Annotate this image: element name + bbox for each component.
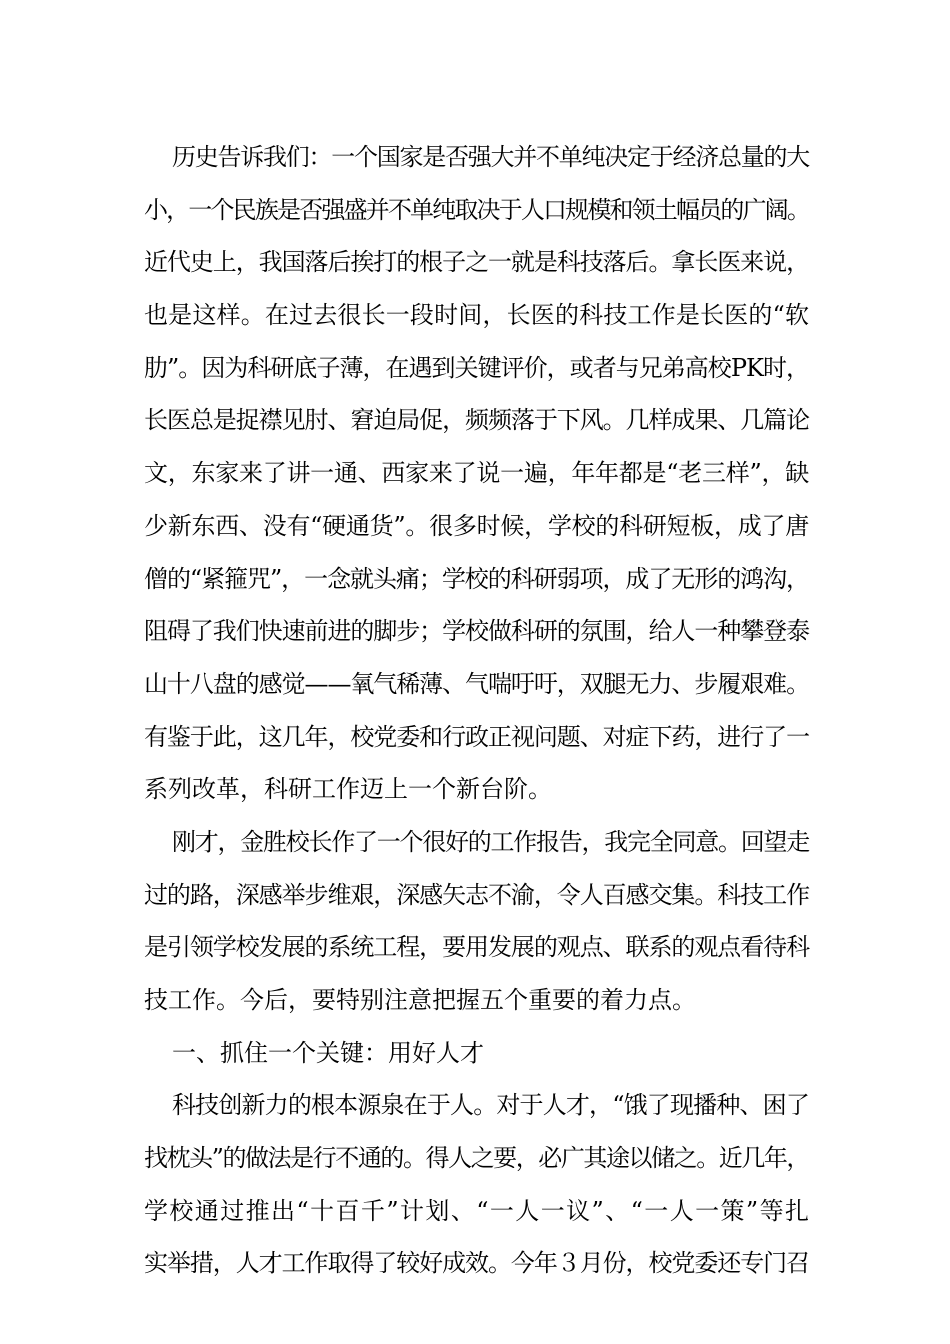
- text-line: 系列改革，科研工作迈上一个新台阶。: [144, 775, 552, 804]
- text-line: 实举措，人才工作取得了较好成效。今年３月份，校党委还专门召: [144, 1249, 809, 1278]
- text-line: 科技创新力的根本源泉在于人。对于人才，“饿了现播种、困了: [172, 1091, 809, 1120]
- text-line: 找枕头”的做法是行不通的。得人之要，必广其途以储之。近几年，: [144, 1144, 809, 1173]
- text-line: 阻碍了我们快速前进的脚步；学校做科研的氛围，给人一种攀登泰: [144, 617, 809, 646]
- text-line: 历史告诉我们：一个国家是否强大并不单纯决定于经济总量的大: [172, 143, 809, 171]
- text-line: 近代史上，我国落后挨打的根子之一就是科技落后。拿长医来说，: [144, 248, 809, 277]
- text-line: 僧的“紧箍咒”，一念就头痛；学校的科研弱项，成了无形的鸿沟，: [144, 564, 809, 593]
- text-line: 技工作。今后，要特别注意把握五个重要的着力点。: [144, 986, 696, 1014]
- text-line: 也是这样。在过去很长一段时间，长医的科技工作是长医的“软: [144, 301, 809, 330]
- document-body: [144, 131, 809, 1290]
- text-line: 过的路，深感举步维艰，深感矢志不渝，令人百感交集。科技工作: [144, 880, 809, 909]
- text-line: 刚才，金胜校长作了一个很好的工作报告，我完全同意。回望走: [172, 827, 809, 856]
- text-line: 长医总是捉襟见肘、窘迫局促，频频落于下风。几样成果、几篇论: [144, 406, 809, 435]
- text-line: 有鉴于此，这几年，校党委和行政正视问题、对症下药，进行了一: [144, 722, 809, 751]
- section-heading: 一、抓住一个关键：用好人才: [172, 1038, 484, 1067]
- text-line: 文，东家来了讲一通、西家来了说一遍，年年都是“老三样”，缺: [144, 459, 809, 488]
- text-line: 山十八盘的感觉——氧气稀薄、气喘吁吁，双腿无力、步履艰难。: [144, 669, 809, 698]
- text-line: 少新东西、没有“硬通货”。很多时候，学校的科研短板，成了唐: [144, 511, 809, 540]
- text-line: 是引领学校发展的系统工程，要用发展的观点、联系的观点看待科: [144, 933, 809, 962]
- text-line: 学校通过推出“十百千”计划、“一人一议”、“一人一策”等扎: [144, 1196, 809, 1225]
- text-line: 小，一个民族是否强盛并不单纯取决于人口规模和领土幅员的广阔。: [144, 195, 809, 224]
- text-line: 肋”。因为科研底子薄，在遇到关键评价，或者与兄弟高校PK时，: [144, 353, 809, 382]
